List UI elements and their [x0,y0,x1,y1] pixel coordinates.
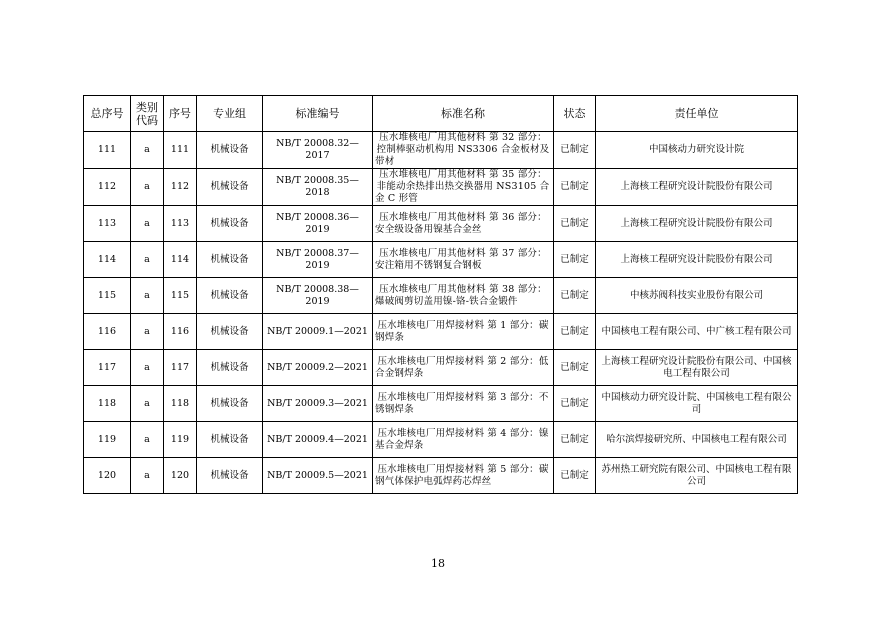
status-cell: 已制定 [554,278,596,314]
status-cell: 已制定 [554,206,596,242]
category-code-cell: a [131,314,164,350]
standard-name-cell: 压水堆核电厂用焊接材料 第 2 部分：低合金钢焊条 [373,350,554,386]
table-row [84,386,798,422]
standard-name-cell: 压水堆核电厂用其他材料 第 35 部分：非能动余热排出热交换器用 NS3105 合金 C 形管 [373,169,554,206]
table-row [84,169,798,206]
total-index-cell: 113 [84,206,131,242]
table-row [84,278,798,314]
header-row [84,96,798,132]
total-index-cell: 120 [84,458,131,494]
table-row [84,314,798,350]
status-cell: 已制定 [554,422,596,458]
standard-name-cell: 压水堆核电厂用其他材料 第 32 部分：控制棒驱动机构用 NS3306 合金板材及带材 [373,132,554,169]
index-cell: 115 [164,278,197,314]
responsible-unit-cell: 中国核动力研究设计院 [596,132,798,169]
page-number: 18 [431,557,445,570]
index-cell: 117 [164,350,197,386]
total-index-cell: 119 [84,422,131,458]
standard-name-cell: 压水堆核电厂用其他材料 第 38 部分：爆破阀剪切盖用镍-铬-铁合金锻件 [373,278,554,314]
category-code-cell: a [131,350,164,386]
status-cell: 已制定 [554,458,596,494]
header-total-index: 总序号 [84,96,131,132]
table-row [84,206,798,242]
table-row [84,242,798,278]
header-responsible-unit: 责任单位 [596,96,798,132]
professional-group-cell: 机械设备 [197,458,263,494]
index-cell: 116 [164,314,197,350]
standards-table [83,95,798,494]
index-cell: 111 [164,132,197,169]
index-cell: 113 [164,206,197,242]
header-category-code: 类别代码 [131,96,164,132]
index-cell: 120 [164,458,197,494]
header-index: 序号 [164,96,197,132]
standard-number-cell: NB/T 20008.38—2019 [263,278,373,314]
status-cell: 已制定 [554,242,596,278]
standard-number-cell: NB/T 20008.35—2018 [263,169,373,206]
responsible-unit-cell: 哈尔滨焊接研究所、中国核电工程有限公司 [596,422,798,458]
table-row [84,132,798,169]
category-code-cell: a [131,169,164,206]
table-row [84,422,798,458]
responsible-unit-cell: 上海核工程研究设计院股份有限公司、中国核电工程有限公司 [596,350,798,386]
index-cell: 119 [164,422,197,458]
standard-number-cell: NB/T 20009.1—2021 [263,314,373,350]
total-index-cell: 111 [84,132,131,169]
standard-name-cell: 压水堆核电厂用焊接材料 第 1 部分：碳钢焊条 [373,314,554,350]
responsible-unit-cell: 苏州热工研究院有限公司、中国核电工程有限公司 [596,458,798,494]
professional-group-cell: 机械设备 [197,169,263,206]
standard-name-cell: 压水堆核电厂用其他材料 第 37 部分：安注箱用不锈钢复合钢板 [373,242,554,278]
standard-number-cell: NB/T 20009.4—2021 [263,422,373,458]
professional-group-cell: 机械设备 [197,350,263,386]
professional-group-cell: 机械设备 [197,422,263,458]
standard-number-cell: NB/T 20009.2—2021 [263,350,373,386]
total-index-cell: 112 [84,169,131,206]
total-index-cell: 118 [84,386,131,422]
header-professional-group: 专业组 [197,96,263,132]
table-row [84,458,798,494]
table-row [84,350,798,386]
header-status: 状态 [554,96,596,132]
status-cell: 已制定 [554,314,596,350]
category-code-cell: a [131,386,164,422]
header-standard-name: 标准名称 [373,96,554,132]
professional-group-cell: 机械设备 [197,132,263,169]
status-cell: 已制定 [554,386,596,422]
responsible-unit-cell: 上海核工程研究设计院股份有限公司 [596,242,798,278]
category-code-cell: a [131,458,164,494]
total-index-cell: 115 [84,278,131,314]
standard-name-cell: 压水堆核电厂用焊接材料 第 5 部分：碳钢气体保护电弧焊药芯焊丝 [373,458,554,494]
responsible-unit-cell: 上海核工程研究设计院股份有限公司 [596,169,798,206]
professional-group-cell: 机械设备 [197,206,263,242]
total-index-cell: 116 [84,314,131,350]
standard-number-cell: NB/T 20009.3—2021 [263,386,373,422]
responsible-unit-cell: 上海核工程研究设计院股份有限公司 [596,206,798,242]
status-cell: 已制定 [554,169,596,206]
responsible-unit-cell: 中国核电工程有限公司、中广核工程有限公司 [596,314,798,350]
table-body [84,132,798,494]
professional-group-cell: 机械设备 [197,242,263,278]
professional-group-cell: 机械设备 [197,386,263,422]
standard-name-cell: 压水堆核电厂用其他材料 第 36 部分：安全级设备用镍基合金丝 [373,206,554,242]
index-cell: 112 [164,169,197,206]
standard-name-cell: 压水堆核电厂用焊接材料 第 3 部分：不锈钢焊条 [373,386,554,422]
status-cell: 已制定 [554,350,596,386]
table-header [84,96,798,132]
standard-number-cell: NB/T 20009.5—2021 [263,458,373,494]
responsible-unit-cell: 中核苏阀科技实业股份有限公司 [596,278,798,314]
category-code-cell: a [131,242,164,278]
category-code-cell: a [131,278,164,314]
header-standard-number: 标准编号 [263,96,373,132]
responsible-unit-cell: 中国核动力研究设计院、中国核电工程有限公司 [596,386,798,422]
professional-group-cell: 机械设备 [197,278,263,314]
category-code-cell: a [131,206,164,242]
status-cell: 已制定 [554,132,596,169]
total-index-cell: 114 [84,242,131,278]
total-index-cell: 117 [84,350,131,386]
professional-group-cell: 机械设备 [197,314,263,350]
category-code-cell: a [131,422,164,458]
standard-name-cell: 压水堆核电厂用焊接材料 第 4 部分：镍基合金焊条 [373,422,554,458]
category-code-cell: a [131,132,164,169]
standard-number-cell: NB/T 20008.37—2019 [263,242,373,278]
index-cell: 118 [164,386,197,422]
index-cell: 114 [164,242,197,278]
standard-number-cell: NB/T 20008.32—2017 [263,132,373,169]
standard-number-cell: NB/T 20008.36—2019 [263,206,373,242]
